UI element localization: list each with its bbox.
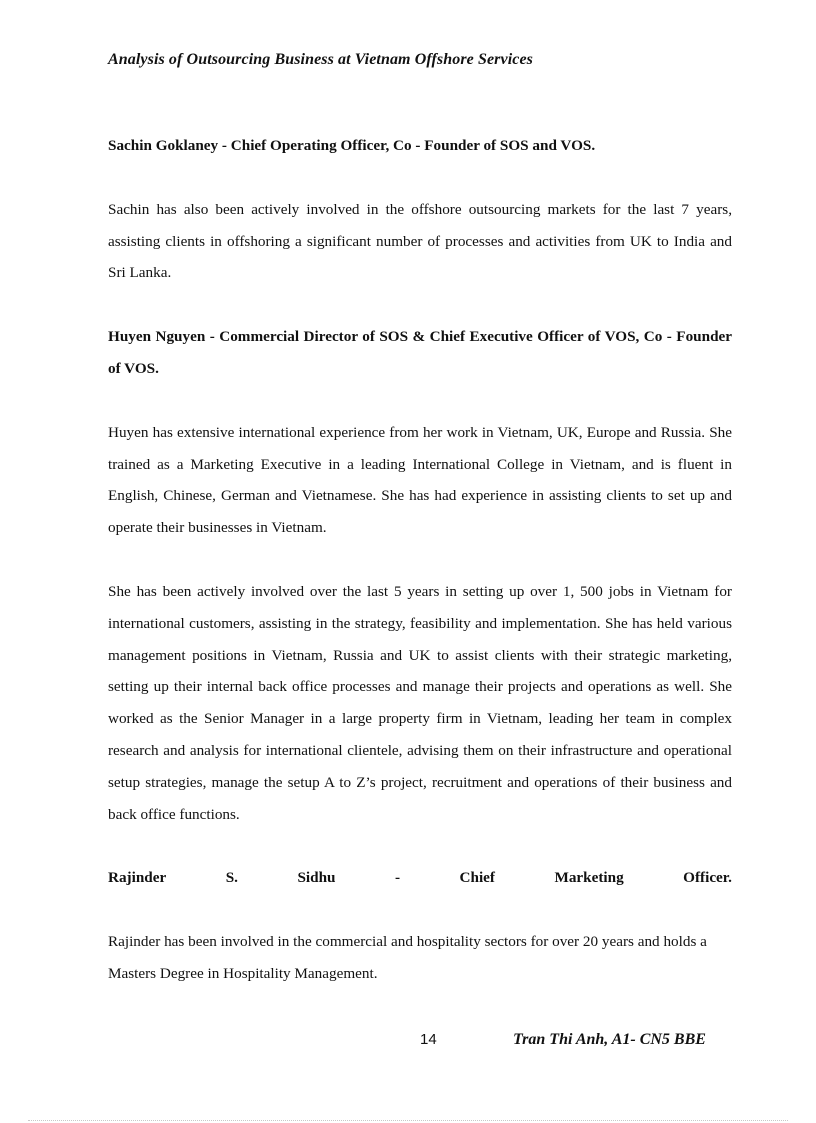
rajinder-heading-word: S. [225, 869, 238, 887]
rajinder-paragraph: Rajinder has been involved in the commercial and hospitality sectors for over 20 years and holds a Masters Degree in Hospitality Management. [108, 933, 707, 982]
rajinder-heading-word: Marketing [554, 869, 624, 887]
footer-author: Tran Thi Anh, A1- CN5 BBE [513, 1031, 706, 1048]
rajinder-heading [108, 862, 732, 894]
rajinder-heading-word: - [394, 869, 401, 887]
rajinder-heading-word: Officer. [683, 869, 732, 887]
page-number: 14 [420, 1031, 437, 1048]
sachin-heading: Sachin Goklaney - Chief Operating Officer, Co - Founder of SOS and VOS. [108, 137, 596, 154]
sachin-paragraph: Sachin has also been actively involved in the offshore outsourcing markets for the last 7 years, assisting clients in offshoring a significant number of processes and activities from UK to India and Sri Lanka. [108, 200, 732, 282]
rajinder-heading-word: Sidhu [297, 869, 336, 887]
huyen-heading: Huyen Nguyen - Commercial Director of SOS & Chief Executive Officer of VOS, Co - Founder of VOS. [108, 328, 732, 377]
rajinder-heading-word: Rajinder [108, 869, 167, 887]
huyen-paragraph-1: Huyen has extensive international experience from her work in Vietnam, UK, Europe and Russia. She trained as a Marketing Executive in a leading International College in Vietnam, and is fluent in English, Chinese, German and Vietnamese. She has had experience in assisting clients to set up and operate their businesses in Vietnam. [108, 423, 732, 537]
huyen-paragraph-2: She has been actively involved over the last 5 years in setting up over 1, 500 jobs in Vietnam for international customers, assisting in the strategy, feasibility and implementation. She has held various management positions in Vietnam, Russia and UK to assist clients with their strategic marketing, setting up their internal back office processes and manage their projects and operations as well. She worked as the Senior Manager in a large property firm in Vietnam, leading her team in complex research and analysis for international clientele, advising them on their infrastructure and operational setup strategies, manage the setup A to Z’s project, recruitment and operations of their business and back office functions. [108, 582, 732, 823]
rajinder-heading-word: Chief [459, 869, 495, 887]
running-header: Analysis of Outsourcing Business at Vietnam Offshore Services [108, 51, 533, 68]
page-body [108, 130, 732, 990]
page-bottom-divider [28, 1120, 788, 1121]
